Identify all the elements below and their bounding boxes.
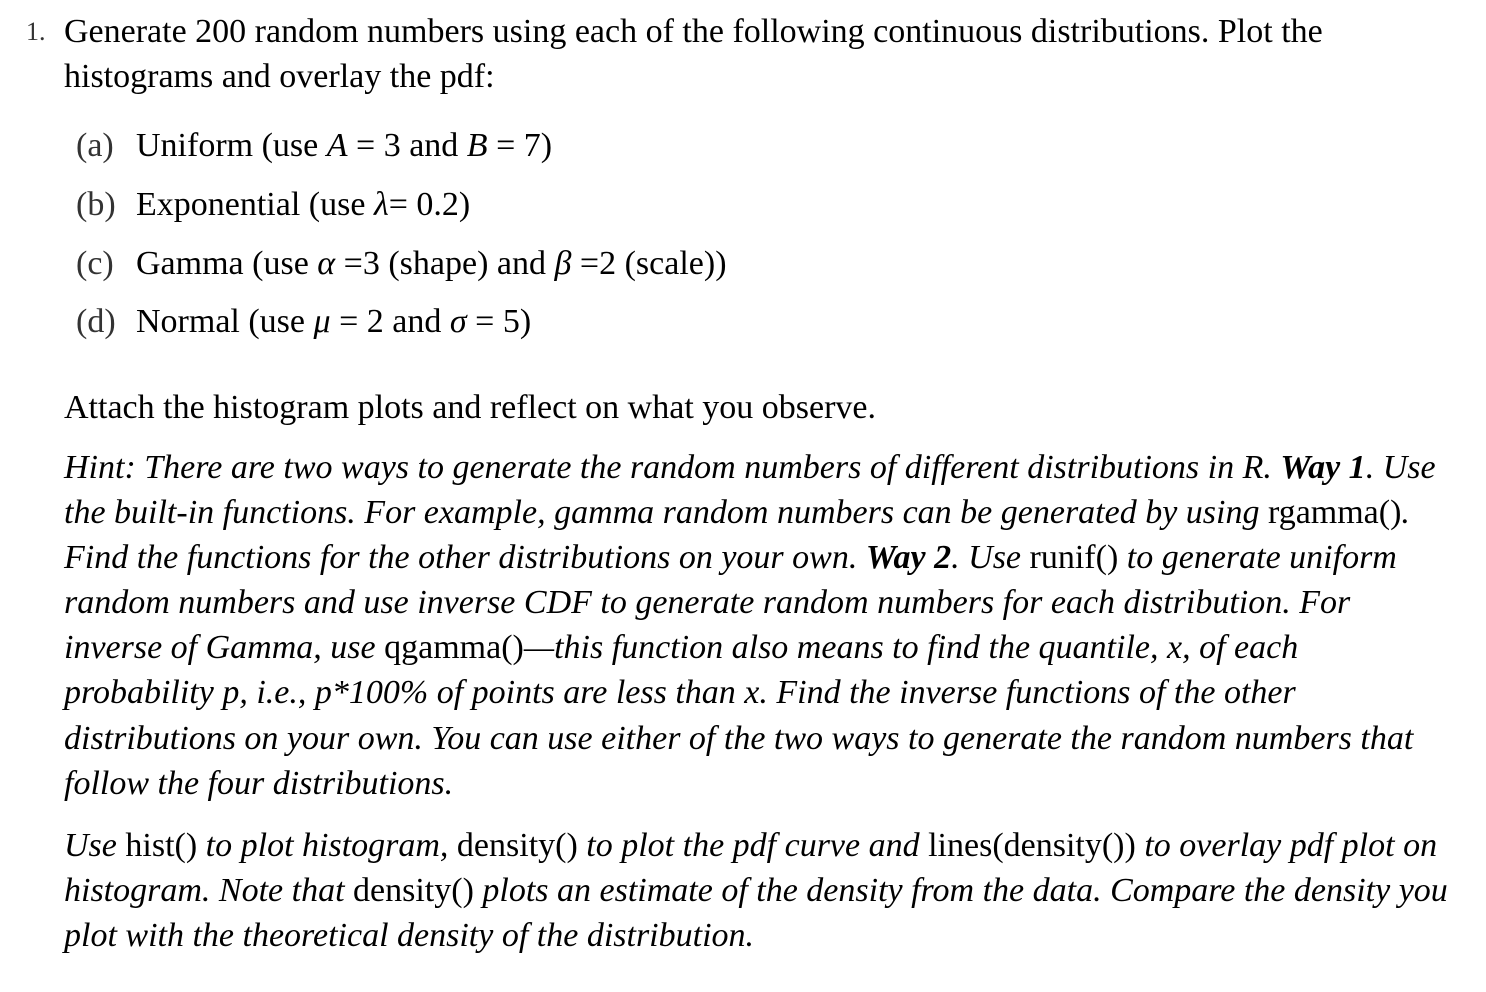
item-name: Normal <box>136 303 240 340</box>
param-beta: β <box>554 245 572 282</box>
item-name: Gamma <box>136 245 244 282</box>
item-text: (use <box>261 127 327 164</box>
usage-text: to overlay pdf plot on histogram. Note that <box>64 827 1438 910</box>
list-item-gamma <box>76 242 727 286</box>
item-text: (use <box>252 245 318 282</box>
item-label: (a) <box>76 127 114 164</box>
way-2-label: Way 2 <box>865 539 952 577</box>
param-sigma: σ <box>449 303 467 340</box>
hint-text: . Use <box>951 539 1030 577</box>
item-text: = 2 and <box>330 303 450 340</box>
usage-text: to plot histogram, <box>197 827 457 864</box>
item-name: Uniform <box>136 127 254 164</box>
item-label: (c) <box>76 245 114 282</box>
hint-paragraph <box>64 445 1448 806</box>
item-label: (b) <box>76 186 116 223</box>
hint-text: Hint: There are two ways to generate the random numbers of different distributions in R. <box>64 449 1281 486</box>
function-lines-density: lines(density()) <box>928 827 1136 864</box>
item-text: = 3 and <box>347 127 467 164</box>
param-lambda: λ <box>373 186 389 223</box>
usage-text: to plot the pdf curve and <box>577 827 929 864</box>
item-text: = 7) <box>487 127 553 164</box>
item-text: = 5) <box>466 303 532 340</box>
item-text: (use <box>308 186 374 223</box>
param-alpha: α <box>317 245 336 282</box>
function-rgamma: rgamma() <box>1267 494 1402 532</box>
list-item-uniform <box>76 124 552 168</box>
hint-text: —this function also means to find the quantile, x, of each probability p, i.e., p*100% of points are less than x. Find the inverse functions of the other distributions on your own. You can use either of the two ways to generate the random numbers that follow the four distributions. <box>64 629 1414 802</box>
question-heading: Generate 200 random numbers using each of the following continuous distributions. Plot the histograms and overlay the pdf: <box>64 13 1323 95</box>
way-1-label: Way 1 <box>1280 449 1366 486</box>
usage-text: plots an estimate of the density from the data. Compare the density you plot with the theoretical density of the distribution. <box>64 872 1448 955</box>
hint-text: to generate uniform random numbers and use inverse CDF to generate random numbers for each distribution. For inverse of Gamma, use <box>64 539 1397 667</box>
function-density: density() <box>353 872 474 910</box>
list-item-exponential <box>76 183 470 227</box>
list-item-normal <box>76 300 531 344</box>
param-mu: μ <box>313 303 331 340</box>
param-a: A <box>326 127 348 164</box>
item-name: Exponential <box>136 186 301 223</box>
hint-text: . Find the functions for the other distributions on your own. <box>64 494 1410 577</box>
param-b: B <box>466 127 488 164</box>
function-runif: runif() <box>1029 539 1119 577</box>
usage-text: Use <box>64 827 126 864</box>
item-text: = 0.2) <box>388 186 471 223</box>
item-text: (use <box>248 303 314 340</box>
item-text: =3 (shape) and <box>335 245 555 282</box>
function-qgamma: qgamma() <box>384 629 524 667</box>
item-label: (d) <box>76 303 116 340</box>
question-number: 1. <box>26 17 46 46</box>
item-text: =2 (scale)) <box>571 245 727 282</box>
usage-paragraph <box>64 823 1448 958</box>
function-density: density() <box>456 827 578 864</box>
function-hist: hist() <box>125 827 198 864</box>
hint-text: . Use the built-in functions. For example, gamma random numbers can be generated by using <box>64 449 1436 532</box>
attach-instruction: Attach the histogram plots and reflect on what you observe. <box>64 389 876 426</box>
